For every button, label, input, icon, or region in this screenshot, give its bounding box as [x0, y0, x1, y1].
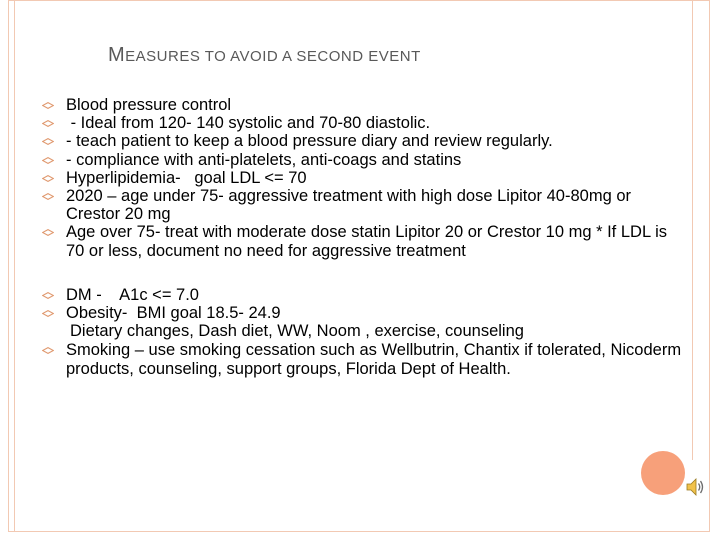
hollow-diamond-bullet-icon — [42, 229, 54, 236]
bullet-text: 2020 – age under 75- aggressive treatment with high dose Lipitor 40-80mg or Crestor 20 mg — [66, 187, 632, 224]
bullet-item — [42, 151, 682, 169]
hollow-diamond-bullet-icon — [42, 102, 54, 109]
hollow-diamond-bullet-icon — [42, 175, 54, 182]
decorative-circle — [641, 451, 685, 495]
hollow-diamond-bullet-icon — [42, 347, 54, 354]
bullet-item — [42, 304, 682, 322]
bullet-text: - Ideal from 120- 140 systolic and 70-80 diastolic. — [66, 114, 431, 133]
bullet-text: DM - A1c <= 7.0 — [66, 285, 199, 304]
frame-right-line — [692, 0, 693, 460]
slide-title — [108, 44, 421, 67]
spacer — [42, 260, 682, 286]
title-initial: M — [108, 44, 126, 66]
slide-content — [42, 96, 682, 378]
bullet-item — [42, 96, 682, 114]
bullet-subline — [42, 322, 682, 340]
hollow-diamond-bullet-icon — [42, 292, 54, 299]
hollow-diamond-bullet-icon — [42, 138, 54, 145]
bullet-text: - teach patient to keep a blood pressure diary and review regularly. — [66, 132, 553, 151]
bullet-item — [42, 114, 682, 132]
bullet-item — [42, 286, 682, 304]
bullet-item — [42, 132, 682, 150]
hollow-diamond-bullet-icon — [42, 310, 54, 317]
frame-left-line — [14, 0, 15, 532]
bullet-item — [42, 223, 682, 259]
bullet-text: Blood pressure control — [66, 96, 232, 114]
bullet-item — [42, 341, 682, 377]
hollow-diamond-bullet-icon — [42, 193, 54, 200]
bullet-text: - compliance with anti-platelets, anti-coags and statins — [66, 150, 462, 169]
bullet-text: Smoking – use smoking cessation such as Wellbutrin, Chantix if tolerated, Nicoderm products, counseling, support groups, Florida Dept of Health. — [66, 341, 682, 378]
bullet-text: Obesity- BMI goal 18.5- 24.9 — [66, 304, 281, 323]
bullet-text: Hyperlipidemia- goal LDL <= 70 — [66, 168, 307, 187]
bullet-text: Age over 75- treat with moderate dose statin Lipitor 20 or Crestor 10 mg * If LDL is 70 or less, document no need for aggressive treatment — [66, 223, 668, 260]
speaker-icon[interactable] — [684, 476, 706, 498]
hollow-diamond-bullet-icon — [42, 120, 54, 127]
bullet-item — [42, 169, 682, 187]
bullet-item — [42, 187, 682, 223]
title-rest: EASURES TO AVOID A SECOND EVENT — [125, 48, 421, 65]
hollow-diamond-bullet-icon — [42, 157, 54, 164]
obesity-subline-text: Dietary changes, Dash diet, WW, Noom , exercise, counseling — [70, 322, 524, 341]
